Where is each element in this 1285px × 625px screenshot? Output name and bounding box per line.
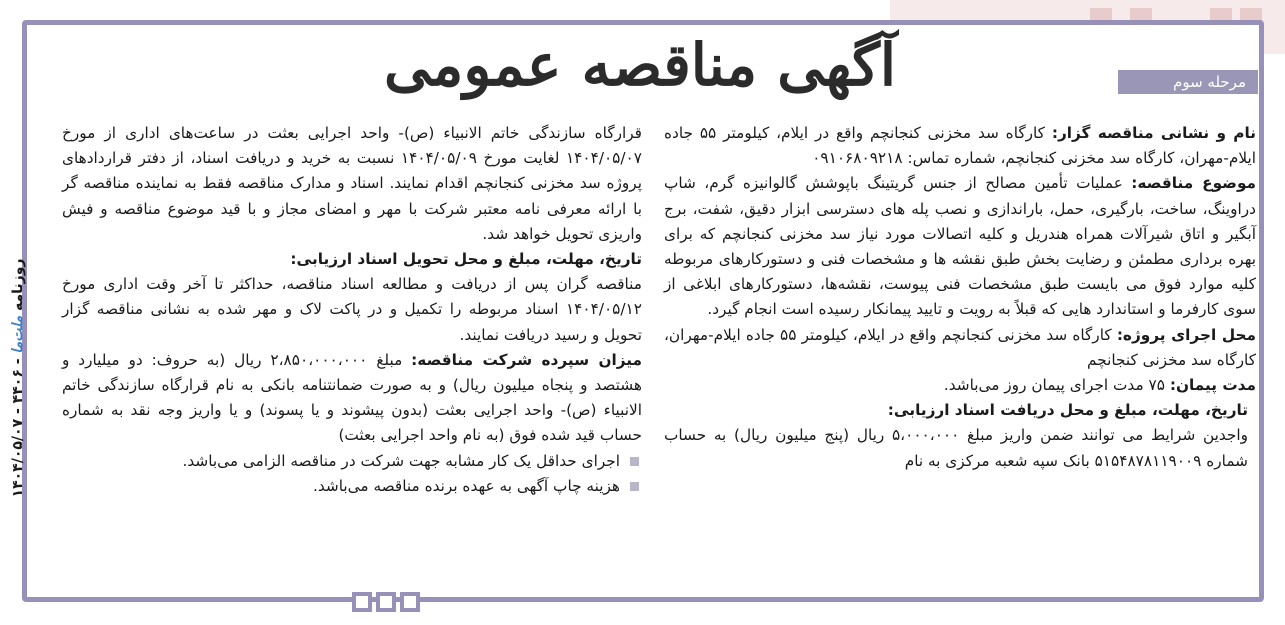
submit-docs-text: مناقصه گران پس از دریافت و مطالعه اسناد مناقصه، حداکثر تا آخر وقت اداری مورخ ۱۴۰۴/۰۵/۱۲ اسناد مربوطه را تکمیل و در پاکت لاک و مهر شده به نشانی مناقصه گزار تحویل و رسید دریافت نمایند. xyxy=(62,275,642,344)
location-paragraph xyxy=(664,323,1256,373)
duration-text: ۷۵ مدت اجرای پیمان روز می‌باشد. xyxy=(943,376,1170,395)
bullet-similar-work: اجرای حداقل یک کار مشابه جهت شرکت در مناقصه الزامی می‌باشد. xyxy=(62,449,642,474)
stage-badge: مرحله سوم xyxy=(1118,70,1258,94)
frame-decor-squares xyxy=(352,592,420,614)
receive-docs-heading: تاریخ، مهلت، مبلغ و محل دریافت اسناد ارزیابی: xyxy=(887,401,1248,420)
newspaper-logo: ملت‌ما xyxy=(10,315,26,354)
submit-docs-heading: تاریخ، مهلت، مبلغ و محل تحویل اسناد ارزیابی: xyxy=(290,250,642,269)
purchase-paragraph: قرارگاه سازندگی خاتم الانبیاء (ص)- واحد اجرایی بعثت در ساعت‌های اداری از مورخ ۱۴۰۴/۰۵/۰۷ لغایت مورخ ۱۴۰۴/۰۵/۰۹ نسبت به خرید و دریافت اسناد، از دفتر قراردادهای پروژه سد مخزنی کنجانچم اقدام نمایند. اسناد و مدارک مناقصه فقط به نماینده مناقصه گر با ارائه معرفی نامه معتبر شرکت با مهر و امضای مجاز و با قید موضوع مناقصه و فیش واریزی تحویل خواهد شد. xyxy=(62,124,642,243)
newspaper-side-label xyxy=(10,213,34,543)
subject-text: عملیات تأمین مصالح از جنس گریتینگ باپوشش گالوانیزه گرم، شاپ دراوینگ، ساخت، بارگیری، حمل، باراندازی و نصب پله های دسترسی ابزار دقیق، شفت، برج آبگیر و اتاق شیرآلات همراه هندریل و کلیه اتصالات مورد نیاز سد مخزنی کنجانچم که برای بهره برداری مطمئن و رضایت بخش طبق نقشه ها و مشخصات فنی و دستورکارهای مربوطه کلیه موارد فوق می بایست طبق مشخصات فنی پیوست، نقشه‌ها، دستورکارهای ابلاغی از سوی کارفرما و استاندارد هایی که قبلاً به رویت و تایید پیمانکار رسیده است انجام گیرد. xyxy=(664,174,1256,319)
location-text: کارگاه سد مخزنی کنجانچم واقع در ایلام، کیلومتر ۵۵ جاده ایلام-مهران، کارگاه سد مخزنی کنجانچم xyxy=(664,325,1256,369)
duration-paragraph xyxy=(664,373,1256,398)
page-title: آگهی مناقصه عمومی xyxy=(383,31,897,99)
left-column xyxy=(62,121,642,499)
receive-docs-text: واجدین شرایط می توانند ضمن واریز مبلغ ۵،۰۰۰،۰۰۰ ریال (پنج میلیون ریال) به حساب شماره ۵۱۵۴۸۷۸۱۱۹۰۰۹ بانک سپه شعبه مرکزی به نام xyxy=(664,426,1248,470)
deposit-label: میزان سپرده شرکت مناقصه: xyxy=(411,350,643,369)
subject-label: موضوع مناقصه: xyxy=(1131,174,1256,193)
duration-label: مدت پیمان: xyxy=(1169,376,1256,395)
side-issue: - ۴۴۰۶ - ۱۴۰۴/۰۵/۰۷ xyxy=(10,353,26,498)
deposit-text: مبلغ ۲،۸۵۰،۰۰۰،۰۰۰ ریال (به حروف: دو میلیارد و هشتصد و پنجاه میلیون ریال) و به صورت ضمانتنامه بانکی به نام قرارگاه سازندگی خاتم الانبیاء (ص)- واحد اجرایی بعثت (بدون پیشوند و یا پسوند) و یا واریز وجه نقد به شماره حساب قید شده فوق (به نام واحد اجرایی بعثت) xyxy=(62,350,642,445)
tenderer-label: نام و نشانی مناقصه گزار: xyxy=(1051,124,1257,142)
right-column xyxy=(664,121,1256,474)
tenderer-paragraph xyxy=(664,121,1256,171)
bullet-ad-cost: هزینه چاپ آگهی به عهده برنده مناقصه می‌باشد. xyxy=(62,474,642,499)
deposit-paragraph xyxy=(62,348,642,449)
subject-paragraph xyxy=(664,171,1256,322)
tenderer-text: کارگاه سد مخزنی کنجانچم واقع در ایلام، کیلومتر ۵۵ جاده ایلام-مهران، کارگاه سد مخزنی کنجانچم، شماره تماس: ۰۹۱۰۶۸۰۹۲۱۸ xyxy=(664,124,1256,168)
location-label: محل اجرای پروژه: xyxy=(1116,325,1256,344)
side-prefix: روزنامه xyxy=(10,258,26,316)
